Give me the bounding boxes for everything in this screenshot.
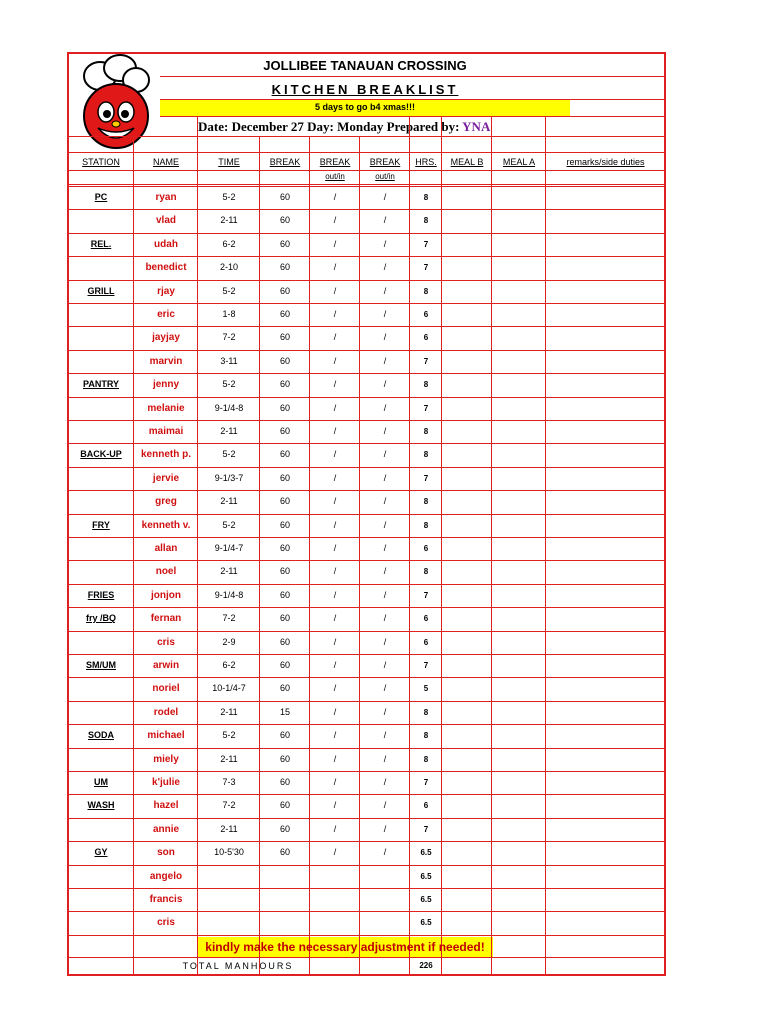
cell-hrs: 7 <box>423 778 429 787</box>
col-meal-b: MEAL B <box>450 157 484 167</box>
cell-time: 2-11 <box>220 754 238 764</box>
cell-time: 7-2 <box>222 613 236 623</box>
cell-o2: / <box>383 543 387 553</box>
cell-time: 5-2 <box>222 520 236 530</box>
grid-hline <box>69 957 666 958</box>
cell-o1: / <box>333 215 337 225</box>
cell-hrs: 8 <box>423 450 429 459</box>
cell-hrs: 8 <box>423 708 429 717</box>
cell-o2: / <box>383 566 387 576</box>
cell-time: 7-2 <box>222 800 236 810</box>
grid-vline <box>491 136 492 975</box>
cell-name: noel <box>155 566 177 577</box>
grid-vline <box>133 136 134 975</box>
cell-time: 2-11 <box>220 496 238 506</box>
cell-o1: / <box>333 777 337 787</box>
cell-brk: 60 <box>279 613 290 623</box>
col-remarks: remarks/side duties <box>566 157 645 167</box>
cell-station <box>69 818 133 841</box>
cell-station: REL. <box>90 239 112 249</box>
cell-hrs: 6.5 <box>420 895 432 904</box>
cell-o2: / <box>383 356 387 366</box>
cell-o2: / <box>383 449 387 459</box>
cell-o2: / <box>383 309 387 319</box>
total-manhours-label: TOTAL MANHOURS <box>182 961 294 971</box>
col-hrs: HRS. <box>415 157 437 167</box>
cell-time: 7-2 <box>222 332 236 342</box>
cell-brk: 60 <box>279 262 290 272</box>
grid-vline <box>359 136 360 975</box>
grid-vline <box>491 116 492 136</box>
cell-brk: 60 <box>279 239 290 249</box>
cell-brk: 60 <box>279 754 290 764</box>
cell-brk: 60 <box>279 192 290 202</box>
grid-hline <box>69 152 666 153</box>
cell-name: eric <box>157 309 175 320</box>
cell-name: son <box>157 847 175 858</box>
col-break: BREAK <box>269 157 301 167</box>
cell-brk: 60 <box>279 660 290 670</box>
cell-o1: / <box>333 800 337 810</box>
cell-o2: / <box>383 332 387 342</box>
cell-o2: / <box>383 473 387 483</box>
cell-time: 2-11 <box>220 426 238 436</box>
cell-o2: / <box>383 754 387 764</box>
cell-station <box>69 420 133 443</box>
cell-brk: 60 <box>279 356 290 366</box>
cell-name: noriel <box>152 683 180 694</box>
cell-name: kenneth p. <box>140 449 191 460</box>
cell-name: fernan <box>150 613 182 624</box>
grid-hline <box>69 170 666 171</box>
cell-o1: / <box>333 192 337 202</box>
cell-o1: / <box>333 824 337 834</box>
cell-o1: / <box>333 543 337 553</box>
cell-name: ryan <box>155 192 177 203</box>
cell-o1: / <box>333 730 337 740</box>
cell-name: annie <box>152 824 180 835</box>
cell-station <box>69 911 133 934</box>
col-time: TIME <box>218 157 240 167</box>
cell-o2: / <box>383 613 387 623</box>
grid-vline <box>441 116 442 136</box>
cell-name: cris <box>157 917 175 928</box>
cell-brk: 60 <box>279 286 290 296</box>
cell-brk: 60 <box>279 309 290 319</box>
cell-hrs: 8 <box>423 521 429 530</box>
cell-hrs: 6.5 <box>420 918 432 927</box>
grid-hline <box>160 116 666 117</box>
cell-o2 <box>361 888 409 911</box>
grid-hline <box>160 76 666 77</box>
cell-brk: 60 <box>279 520 290 530</box>
total-manhours-value: 226 <box>419 961 433 970</box>
cell-name: udah <box>154 239 178 250</box>
cell-time: 1-8 <box>222 309 236 319</box>
cell-station <box>69 701 133 724</box>
cell-name: vlad <box>155 215 176 226</box>
cell-station: WASH <box>87 800 115 810</box>
grid-hline <box>69 935 666 936</box>
cell-time: 3-11 <box>220 356 238 366</box>
cell-name: k'julie <box>152 777 180 788</box>
cell-station <box>69 256 133 279</box>
cell-o1: / <box>333 590 337 600</box>
cell-hrs: 6.5 <box>420 872 432 881</box>
date-line <box>198 119 490 135</box>
cell-station: GRILL <box>87 286 115 296</box>
grid-vline <box>545 116 546 136</box>
cell-brk: 60 <box>279 800 290 810</box>
grid-vline <box>409 116 410 136</box>
cell-o1: / <box>333 707 337 717</box>
grid-vline <box>409 136 410 975</box>
cell-name: rodel <box>153 707 179 718</box>
cell-hrs: 8 <box>423 731 429 740</box>
cell-brk: 60 <box>279 566 290 576</box>
cell-brk <box>261 888 309 911</box>
cell-time: 2-11 <box>220 707 238 717</box>
grid-vline <box>441 136 442 975</box>
cell-station <box>69 537 133 560</box>
cell-station <box>69 560 133 583</box>
cell-station <box>69 209 133 232</box>
col-out-in-1: out/in <box>325 172 345 181</box>
cell-station <box>69 490 133 513</box>
cell-hrs: 7 <box>423 474 429 483</box>
cell-o1: / <box>333 847 337 857</box>
cell-station: PANTRY <box>83 379 119 389</box>
cell-o2: / <box>383 192 387 202</box>
cell-name: cris <box>157 637 175 648</box>
cell-brk: 60 <box>279 332 290 342</box>
cell-station: SM/UM <box>86 660 116 670</box>
cell-o2 <box>361 911 409 934</box>
cell-station: FRY <box>92 520 110 530</box>
cell-o2: / <box>383 683 387 693</box>
sheet-title: KITCHEN BREAKLIST <box>271 82 459 97</box>
cell-station <box>69 748 133 771</box>
jollibee-mascot-icon <box>68 54 160 154</box>
cell-brk: 60 <box>279 449 290 459</box>
cell-time: 10-1/4-7 <box>212 683 246 693</box>
cell-hrs: 6 <box>423 638 429 647</box>
cell-time: 7-3 <box>222 777 236 787</box>
cell-o2: / <box>383 262 387 272</box>
cell-name: allan <box>154 543 178 554</box>
cell-o2: / <box>383 660 387 670</box>
cell-time: 2-11 <box>220 566 238 576</box>
cell-brk: 60 <box>279 379 290 389</box>
cell-brk <box>261 911 309 934</box>
cell-hrs: 6 <box>423 614 429 623</box>
cell-brk: 60 <box>279 637 290 647</box>
cell-time: 9-1/4-8 <box>214 590 244 600</box>
cell-hrs: 7 <box>423 263 429 272</box>
cell-time: 5-2 <box>222 449 236 459</box>
cell-name: michael <box>147 730 185 741</box>
cell-hrs: 8 <box>423 216 429 225</box>
cell-hrs: 6 <box>423 310 429 319</box>
cell-hrs: 7 <box>423 404 429 413</box>
cell-brk: 60 <box>279 777 290 787</box>
cell-o2: / <box>383 403 387 413</box>
grid-vline <box>545 136 546 975</box>
cell-hrs: 7 <box>423 825 429 834</box>
cell-name: melanie <box>147 403 185 414</box>
cell-hrs: 8 <box>423 497 429 506</box>
cell-o1: / <box>333 449 337 459</box>
cell-name: jayjay <box>152 332 180 343</box>
cell-brk: 60 <box>279 730 290 740</box>
col-break-out-in-1: BREAK <box>319 157 351 167</box>
col-out-in-2: out/in <box>375 172 395 181</box>
cell-o1: / <box>333 566 337 576</box>
cell-name: arwin <box>152 660 180 671</box>
cell-o1: / <box>333 754 337 764</box>
cell-hrs: 8 <box>423 427 429 436</box>
cell-o2: / <box>383 426 387 436</box>
cell-o1: / <box>333 426 337 436</box>
cell-o2: / <box>383 520 387 530</box>
col-station: STATION <box>82 157 120 167</box>
cell-station <box>69 350 133 373</box>
cell-hrs: 7 <box>423 240 429 249</box>
cell-hrs: 7 <box>423 357 429 366</box>
cell-brk: 60 <box>279 590 290 600</box>
cell-name: miely <box>153 754 179 765</box>
cell-o1: / <box>333 403 337 413</box>
cell-station: BACK-UP <box>80 449 122 459</box>
cell-station <box>69 303 133 326</box>
cell-o2: / <box>383 824 387 834</box>
cell-hrs: 7 <box>423 661 429 670</box>
cell-hrs: 8 <box>423 380 429 389</box>
cell-brk: 60 <box>279 403 290 413</box>
grid-hline <box>160 99 666 100</box>
grid-vline <box>259 136 260 975</box>
cell-name: benedict <box>145 262 187 273</box>
cell-time: 6-2 <box>222 660 236 670</box>
cell-station <box>69 397 133 420</box>
cell-o2: / <box>383 379 387 389</box>
cell-hrs: 8 <box>423 567 429 576</box>
cell-o1 <box>311 888 359 911</box>
cell-time: 10-5'30 <box>214 847 244 857</box>
cell-hrs: 6 <box>423 333 429 342</box>
cell-station: FRIES <box>87 590 115 600</box>
cell-name: jenny <box>152 379 180 390</box>
cell-station <box>69 888 133 911</box>
cell-o1: / <box>333 332 337 342</box>
grid-hline <box>69 184 666 185</box>
cell-time <box>199 865 259 888</box>
cell-o2: / <box>383 800 387 810</box>
cell-time <box>199 911 259 934</box>
cell-o1: / <box>333 239 337 249</box>
cell-hrs: 5 <box>423 684 429 693</box>
cell-time: 6-2 <box>222 239 236 249</box>
store-title: JOLLIBEE TANAUAN CROSSING <box>263 58 467 73</box>
cell-hrs: 7 <box>423 591 429 600</box>
cell-brk <box>261 865 309 888</box>
prepared-by: YNA <box>462 119 491 134</box>
cell-hrs: 8 <box>423 755 429 764</box>
xmas-banner: 5 days to go b4 xmas!!! <box>314 102 416 112</box>
cell-station <box>69 326 133 349</box>
col-break-out-in-2: BREAK <box>369 157 401 167</box>
cell-hrs: 6 <box>423 801 429 810</box>
cell-o1: / <box>333 496 337 506</box>
cell-o2: / <box>383 730 387 740</box>
cell-time: 5-2 <box>222 379 236 389</box>
cell-hrs: 8 <box>423 287 429 296</box>
cell-brk: 60 <box>279 496 290 506</box>
col-meal-a: MEAL A <box>502 157 536 167</box>
cell-brk: 15 <box>279 707 290 717</box>
cell-hrs: 6 <box>423 544 429 553</box>
cell-time: 2-11 <box>220 824 238 834</box>
grid-hline <box>69 136 666 137</box>
cell-o1: / <box>333 683 337 693</box>
cell-name: maimai <box>148 426 184 437</box>
cell-o2: / <box>383 496 387 506</box>
cell-o1 <box>311 865 359 888</box>
cell-brk: 60 <box>279 473 290 483</box>
cell-o1: / <box>333 520 337 530</box>
cell-name: greg <box>155 496 177 507</box>
cell-name: kenneth v. <box>141 520 191 531</box>
cell-name: marvin <box>149 356 183 367</box>
cell-name: jonjon <box>151 590 181 601</box>
cell-o1: / <box>333 379 337 389</box>
cell-station: UM <box>94 777 108 787</box>
cell-o1 <box>311 911 359 934</box>
cell-name: jervie <box>152 473 180 484</box>
cell-station <box>69 677 133 700</box>
cell-name: francis <box>149 894 183 905</box>
cell-time: 2-10 <box>219 262 238 272</box>
grid-vline <box>197 136 198 975</box>
cell-o2: / <box>383 239 387 249</box>
cell-station: GY <box>94 847 108 857</box>
cell-time: 2-9 <box>222 637 236 647</box>
cell-brk: 60 <box>279 683 290 693</box>
cell-brk: 60 <box>279 426 290 436</box>
cell-o1: / <box>333 262 337 272</box>
cell-o1: / <box>333 660 337 670</box>
cell-o2: / <box>383 777 387 787</box>
cell-o1: / <box>333 613 337 623</box>
cell-time: 5-2 <box>222 192 236 202</box>
cell-o2 <box>361 865 409 888</box>
cell-time: 9-1/3-7 <box>214 473 244 483</box>
cell-o1: / <box>333 473 337 483</box>
cell-hrs: 6.5 <box>420 848 432 857</box>
cell-time: 2-11 <box>220 215 238 225</box>
cell-station: fry /BQ <box>85 613 116 623</box>
cell-time <box>199 888 259 911</box>
cell-name: angelo <box>149 871 183 882</box>
cell-o2: / <box>383 215 387 225</box>
grid-vline <box>309 136 310 975</box>
cell-o2: / <box>383 590 387 600</box>
cell-station <box>69 631 133 654</box>
cell-o2: / <box>383 847 387 857</box>
cell-brk: 60 <box>279 824 290 834</box>
cell-station: PC <box>94 192 108 202</box>
cell-o1: / <box>333 309 337 319</box>
cell-o2: / <box>383 707 387 717</box>
cell-brk: 60 <box>279 847 290 857</box>
cell-brk: 60 <box>279 543 290 553</box>
date-text: Date: December 27 Day: Monday Prepared by: <box>198 119 463 134</box>
cell-o1: / <box>333 356 337 366</box>
col-name: NAME <box>152 157 179 167</box>
cell-o2: / <box>383 637 387 647</box>
cell-hrs: 8 <box>423 193 429 202</box>
adjustment-note: kindly make the necessary adjustment if needed! <box>205 940 485 954</box>
cell-time: 9-1/4-7 <box>214 543 244 553</box>
cell-o1: / <box>333 637 337 647</box>
cell-time: 9-1/4-8 <box>214 403 244 413</box>
cell-name: rjay <box>157 286 175 297</box>
cell-station: SODA <box>87 730 114 740</box>
cell-station <box>69 467 133 490</box>
grid-vline <box>197 116 198 136</box>
cell-name: hazel <box>153 800 179 811</box>
cell-o2: / <box>383 286 387 296</box>
cell-time: 5-2 <box>222 730 236 740</box>
cell-brk: 60 <box>279 215 290 225</box>
cell-o1: / <box>333 286 337 296</box>
cell-station <box>69 865 133 888</box>
cell-time: 5-2 <box>222 286 236 296</box>
